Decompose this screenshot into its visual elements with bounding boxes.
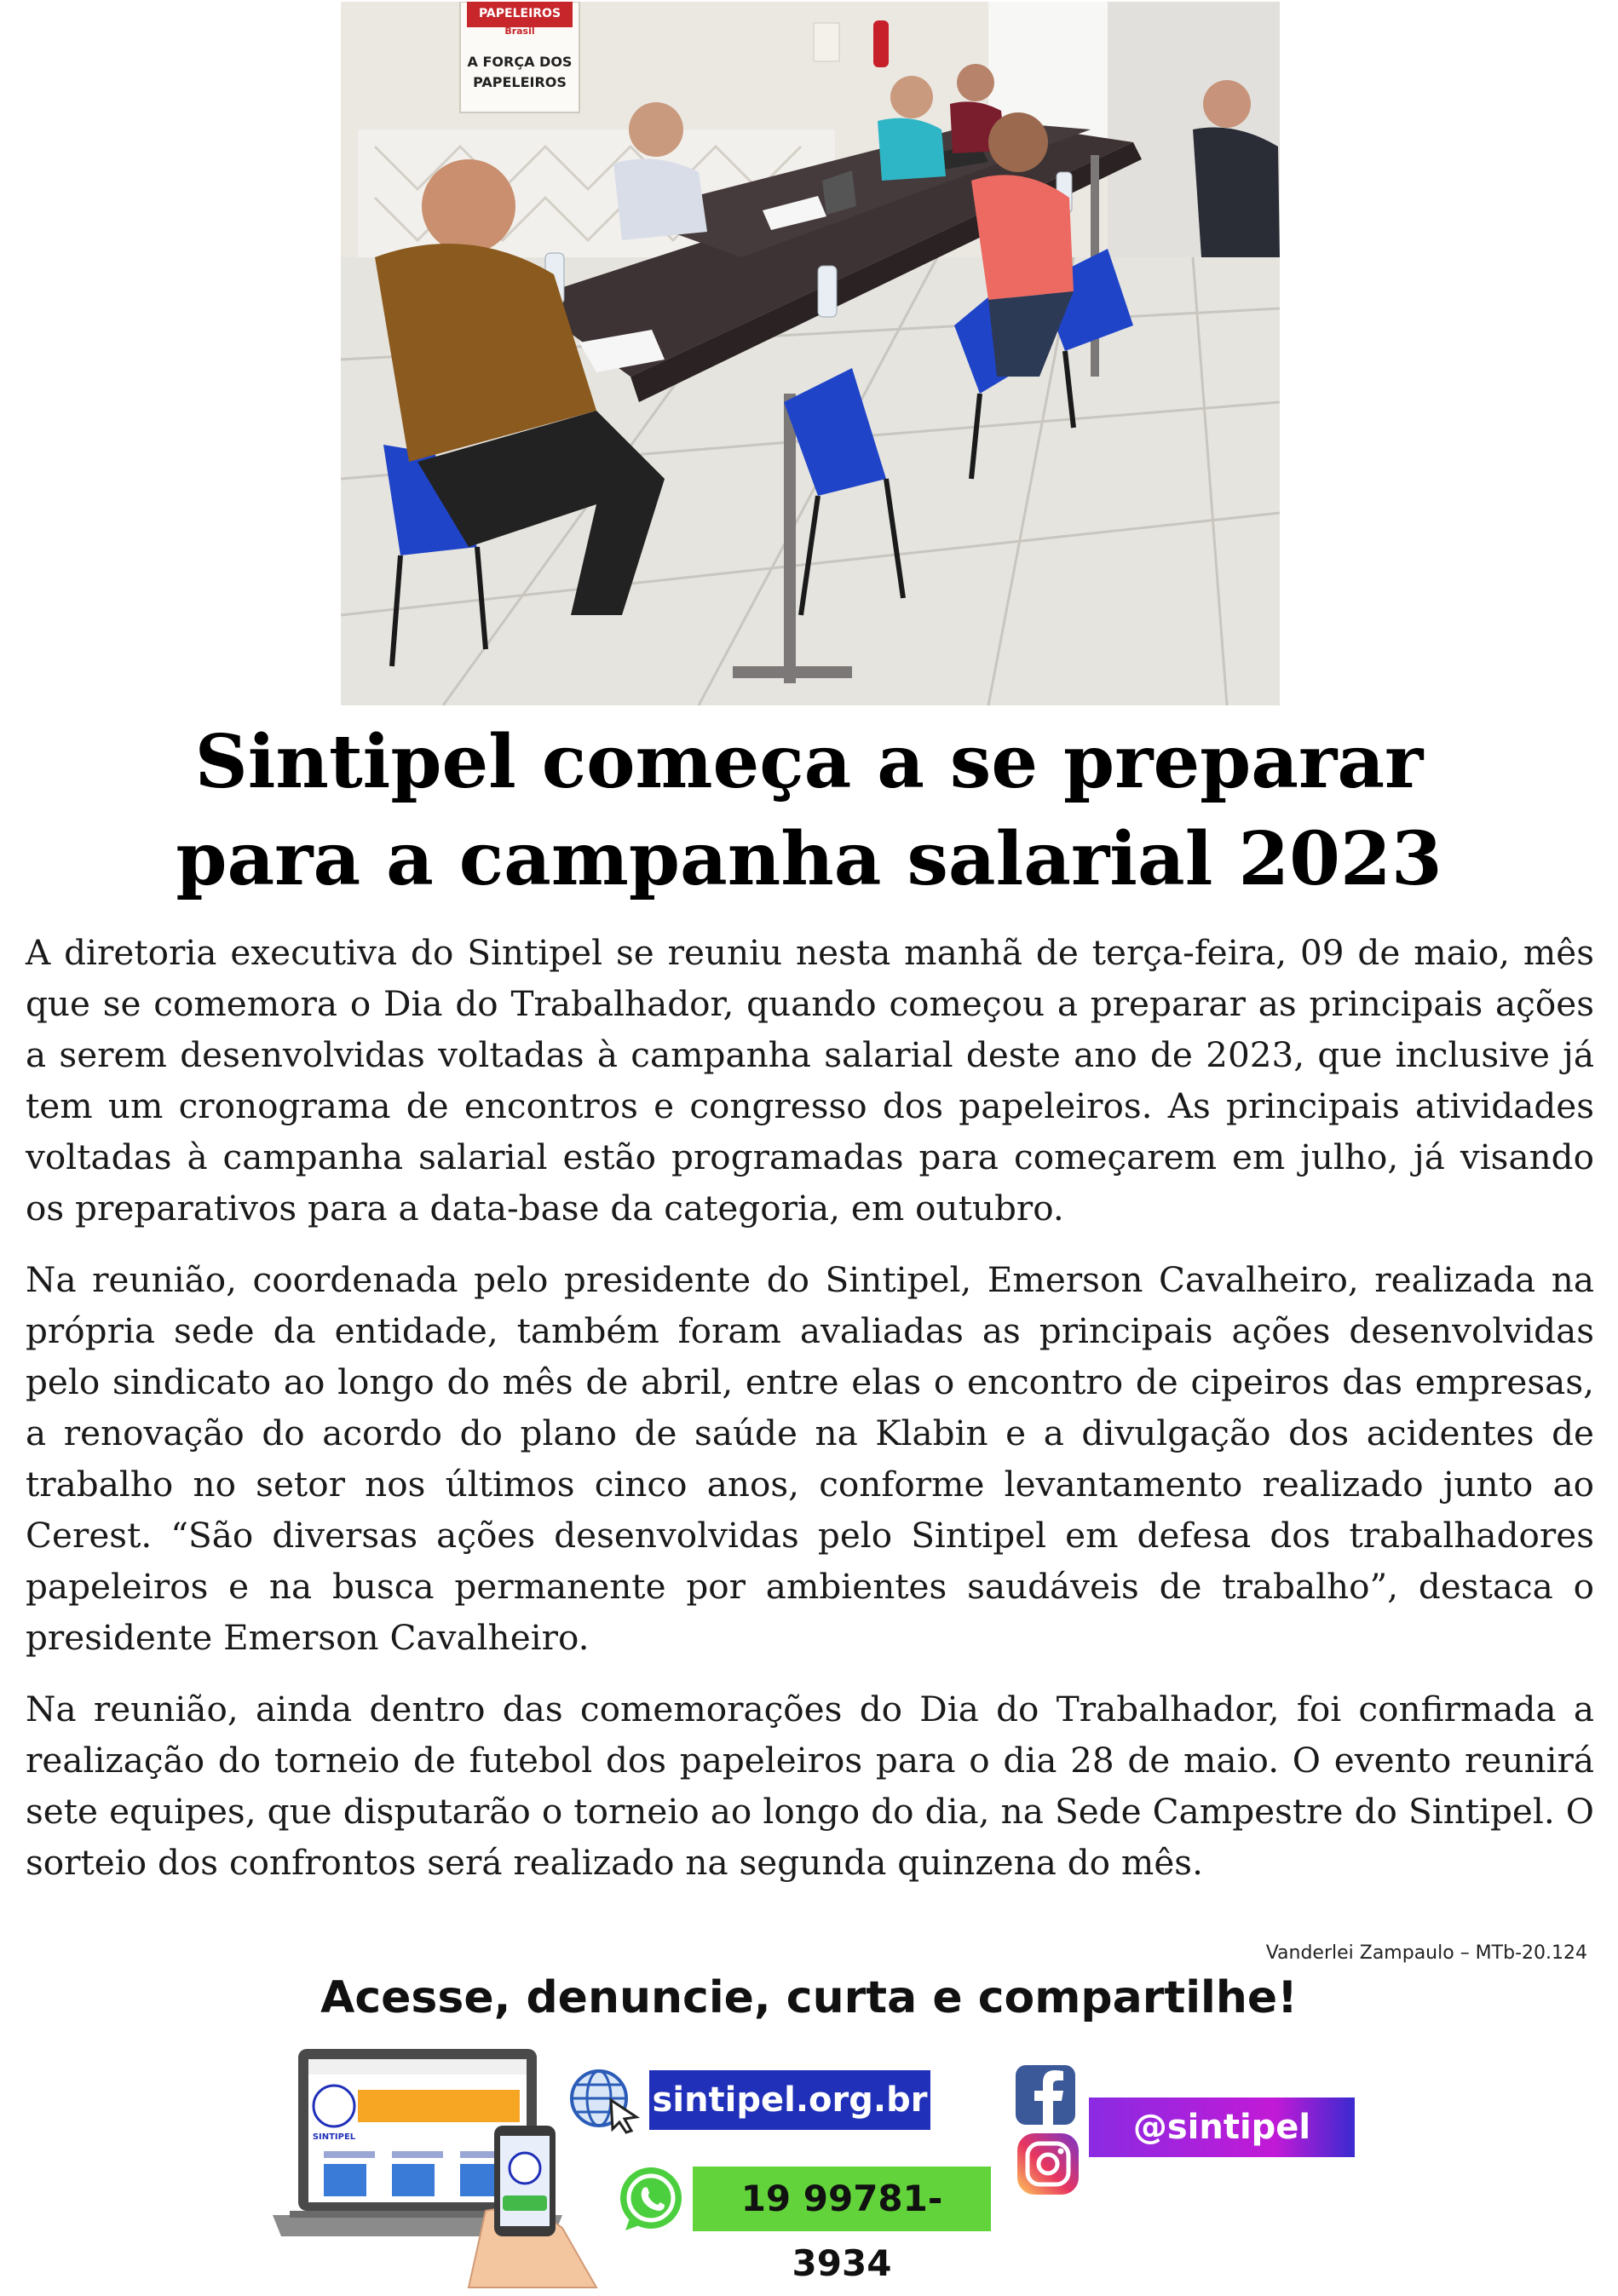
social-handle[interactable]: @sintipel [1089, 2097, 1355, 2157]
facebook-icon[interactable] [1014, 2063, 1077, 2130]
article-paragraph-1: A diretoria executiva do Sintipel se reuniu nesta manhã de terça-feira, 09 de maio, mês que se comemora o Dia do Trabalhador, quando começou a preparar as principais ações a serem desenvolvidas voltadas à campanha salarial deste ano de 2023, que inclusive já tem um cronograma de encontros e congresso dos papeleiros. As principais atividades voltadas à campanha salarial estão programadas para começarem em julho, já visando os preparativos para a data-base da categoria, em outubro. [26, 932, 1594, 1229]
banner-line-4: PAPELEIROS [473, 74, 567, 90]
article-paragraph-2: Na reunião, coordenada pelo presidente do Sintipel, Emerson Cavalheiro, realizada na própria sede da entidade, também foram avaliadas as principais ações desenvolvidas pelo sindicato ao longo do mês de abril, entre elas o encontro de cipeiros das empresas, a renovação do acordo do plano de saúde na Klabin e a divulgação dos acidentes de trabalho no setor nos últimos cinco anos, conforme levantamento realizado junto ao Cerest. “São diversas ações desenvolvidas pelo Sintipel em defesa dos trabalhadores papeleiros e na busca permanente por ambientes saudáveis de trabalho”, destaca o presidente Emerson Cavalheiro. [26, 1259, 1594, 1658]
article-body [26, 927, 1594, 1888]
meeting-photo-illustration [341, 2, 1280, 705]
headline-line-2: para a campanha salarial 2023 [176, 816, 1442, 902]
phone-number[interactable]: 19 99781-3934 [693, 2167, 991, 2231]
byline: Vanderlei Zampaulo – MTb-20.124 [1265, 1942, 1587, 1964]
banner-line-3: A FORÇA DOS [467, 54, 573, 70]
meeting-photo [341, 2, 1280, 705]
instagram-icon[interactable] [1014, 2130, 1082, 2201]
laptop-logo-text: SINTIPEL [312, 2132, 356, 2142]
website-link[interactable]: sintipel.org.br [649, 2070, 930, 2130]
banner-line-1: PAPELEIROS [478, 7, 561, 20]
banner-line-2: Brasil [504, 26, 535, 37]
headline-line-1: Sintipel começa a se preparar [194, 719, 1424, 805]
whatsapp-icon [615, 2164, 687, 2239]
headline [0, 714, 1618, 908]
globe-icon [567, 2066, 643, 2138]
article-paragraph-3: Na reunião, ainda dentro das comemorações do Dia do Trabalhador, foi confirmada a realização do torneio de futebol dos papeleiros para o dia 28 de maio. O evento reunirá sete equipes, que disputarão o torneio ao longo do dia, na Sede Campestre do Sintipel. O sorteio dos confrontos será realizado na segunda quinzena do mês. [26, 1689, 1594, 1883]
call-to-action: Acesse, denuncie, curta e compartilhe! [320, 1972, 1298, 2023]
